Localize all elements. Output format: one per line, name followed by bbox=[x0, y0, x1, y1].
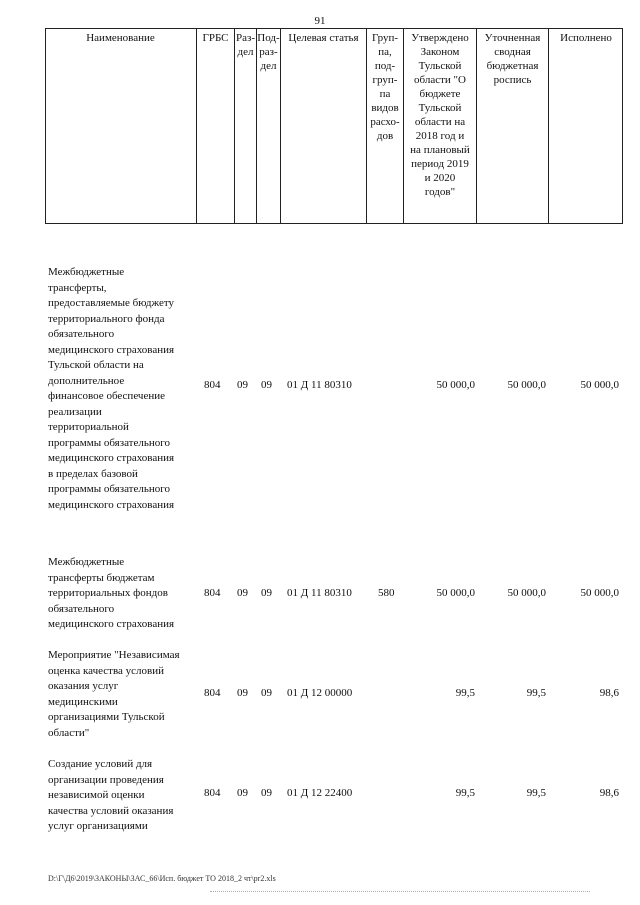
header-refined: Уточненная сводная бюджетная роспись bbox=[477, 29, 549, 223]
row-3-approved: 99,5 bbox=[455, 687, 475, 699]
row-2-refined: 50 000,0 bbox=[507, 587, 546, 599]
row-3-executed: 98,6 bbox=[599, 687, 619, 699]
row-4-grbs: 804 bbox=[204, 787, 221, 799]
row-4-approved: 99,5 bbox=[455, 787, 475, 799]
row-4-executed: 98,6 bbox=[599, 787, 619, 799]
scan-artifact-line bbox=[210, 891, 590, 893]
footer-file-path: D:\Г\Д6\2019\ЗАКОНЫ\ЗАС_66\Исп. бюджет ТО 2018_2 чт\pr2.xls bbox=[48, 874, 276, 883]
row-3-section: 09 bbox=[237, 687, 248, 699]
header-executed: Исполнено bbox=[560, 32, 612, 44]
row-1-name: Межбюджетные трансферты, предоставляемые бюджету территориального фонда обязательного медицинского страхования Тульской области на дополнительное финансовое обеспечение реализации территориальной программы обязательного медицинского страхования в пределах базовой программы обязательного медицинского страхования bbox=[48, 266, 175, 511]
header-group: Груп- па, под- груп- па видов расхо- дов bbox=[367, 29, 404, 223]
row-4-subsection: 09 bbox=[261, 787, 272, 799]
row-3-refined: 99,5 bbox=[526, 687, 546, 699]
row-1-refined: 50 000,0 bbox=[507, 379, 546, 391]
header-section: Раз- дел bbox=[235, 29, 257, 223]
row-2-executed: 50 000,0 bbox=[580, 587, 619, 599]
header-target: Целевая статья bbox=[281, 29, 367, 223]
row-1-executed: 50 000,0 bbox=[580, 379, 619, 391]
header-name: Наименование bbox=[45, 29, 197, 223]
page-number: 91 bbox=[314, 15, 326, 27]
header-approved: Утверждено Законом Тульской области "О бюджете Тульской области на 2018 год и на плановый период 2019 и 2020 годов" bbox=[404, 29, 477, 223]
row-4-refined: 99,5 bbox=[526, 787, 546, 799]
row-3-grbs: 804 bbox=[204, 687, 221, 699]
row-2-target: 01 Д 11 80310 bbox=[287, 587, 352, 599]
row-2-name: Межбюджетные трансферты бюджетам территориальных фондов обязательного медицинского страхования bbox=[48, 556, 175, 630]
row-2-approved: 50 000,0 bbox=[436, 587, 475, 599]
row-4-section: 09 bbox=[237, 787, 248, 799]
row-2-subsection: 09 bbox=[261, 587, 272, 599]
row-3-target: 01 Д 12 00000 bbox=[287, 687, 353, 699]
row-4-target: 01 Д 12 22400 bbox=[287, 787, 353, 799]
row-1-section: 09 bbox=[237, 379, 248, 391]
row-2-section: 09 bbox=[237, 587, 248, 599]
row-1-grbs: 804 bbox=[204, 379, 221, 391]
header-grbs: ГРБС bbox=[197, 29, 235, 223]
row-3-name: Мероприятие "Независимая оценка качества условий оказания услуг медицинскими организациями Тульской области" bbox=[48, 649, 180, 739]
header-subsection: Под- раз- дел bbox=[257, 29, 281, 223]
row-3-subsection: 09 bbox=[261, 687, 272, 699]
row-1-approved: 50 000,0 bbox=[436, 379, 475, 391]
row-2-group: 580 bbox=[378, 587, 395, 599]
row-1-subsection: 09 bbox=[261, 379, 272, 391]
row-2-grbs: 804 bbox=[204, 587, 221, 599]
row-4-name: Создание условий для организации проведения независимой оценки качества условий оказания услуг организациями bbox=[48, 758, 174, 832]
row-1-target: 01 Д 11 80310 bbox=[287, 379, 352, 391]
